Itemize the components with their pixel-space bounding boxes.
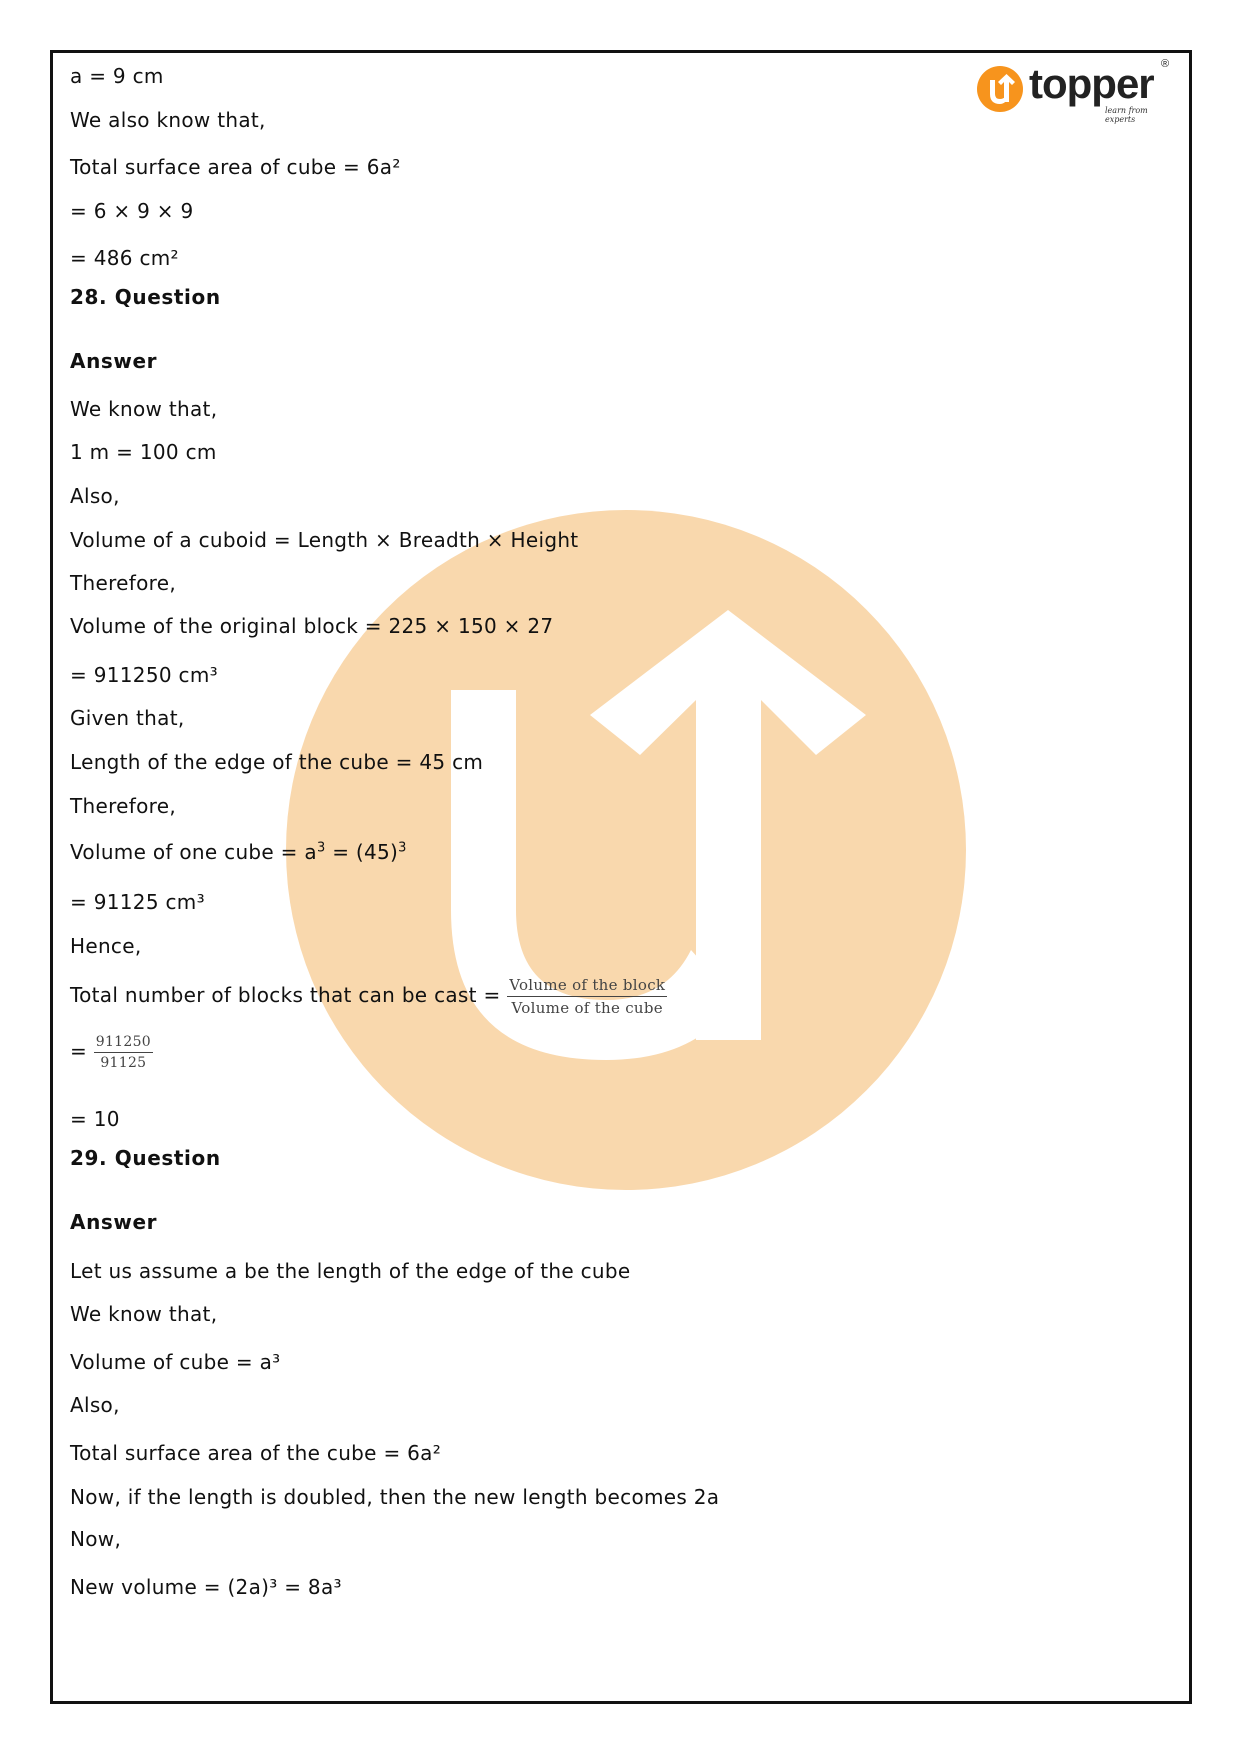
text-line: = 486 cm²: [70, 246, 179, 270]
formula-part: Total number of blocks that can be cast =: [70, 983, 501, 1007]
text-line: Now, if the length is doubled, then the new length becomes 2a: [70, 1485, 720, 1509]
text-line: = 10: [70, 1107, 120, 1131]
answer-heading: Answer: [70, 1210, 158, 1234]
fraction-numerator: 911250: [94, 1034, 153, 1053]
text-line: = 911250 cm³: [70, 663, 218, 687]
exponent: 3: [316, 840, 326, 856]
fraction-denominator: 91125: [100, 1055, 147, 1071]
exponent: 3: [398, 840, 407, 856]
topper-logo-icon: [975, 64, 1025, 114]
text-line: = 91125 cm³: [70, 890, 205, 914]
text-line: Length of the edge of the cube = 45 cm: [70, 750, 484, 774]
text-line: Volume of the original block = 225 × 150 × 27: [70, 614, 554, 638]
formula-line: [70, 976, 667, 1017]
question-heading: 28. Question: [70, 285, 221, 309]
text-line: Now,: [70, 1527, 122, 1551]
formula-part: = (45): [325, 840, 399, 864]
text-line: Also,: [70, 1393, 120, 1417]
text-line: We also know that,: [70, 108, 266, 132]
text-line: Let us assume a be the length of the edge of the cube: [70, 1259, 631, 1283]
text-line: Volume of cube = a³: [70, 1350, 281, 1374]
text-line: = 6 × 9 × 9: [70, 199, 194, 223]
brand-tagline: learn from experts: [1105, 106, 1148, 124]
text-line: Therefore,: [70, 794, 177, 818]
text-line: a = 9 cm: [70, 64, 164, 88]
text-line: New volume = (2a)³ = 8a³: [70, 1575, 342, 1599]
text-line: Therefore,: [70, 571, 177, 595]
formula-part: =: [70, 1039, 88, 1063]
brand-logo: [975, 58, 1175, 124]
brand-registered-mark: ®: [1161, 58, 1170, 70]
text-line: We know that,: [70, 1302, 218, 1326]
question-heading: 29. Question: [70, 1146, 221, 1170]
fraction: [507, 976, 667, 1017]
fraction-numerator: Volume of the block: [507, 976, 667, 997]
text-line: Hence,: [70, 934, 142, 958]
formula-line: [70, 840, 407, 864]
text-line: Total surface area of cube = 6a²: [70, 155, 401, 179]
brand-name: topper: [1029, 60, 1154, 107]
formula-part: Volume of one cube = a: [70, 840, 317, 864]
text-line: 1 m = 100 cm: [70, 440, 217, 464]
fraction-denominator: Volume of the cube: [511, 999, 663, 1017]
text-line: Volume of a cuboid = Length × Breadth × Height: [70, 528, 579, 552]
fraction: [94, 1034, 153, 1071]
text-line: We know that,: [70, 397, 218, 421]
text-line: Also,: [70, 484, 120, 508]
answer-heading: Answer: [70, 349, 158, 373]
text-line: Given that,: [70, 706, 185, 730]
formula-line: [70, 1034, 153, 1071]
text-line: Total surface area of the cube = 6a²: [70, 1441, 442, 1465]
